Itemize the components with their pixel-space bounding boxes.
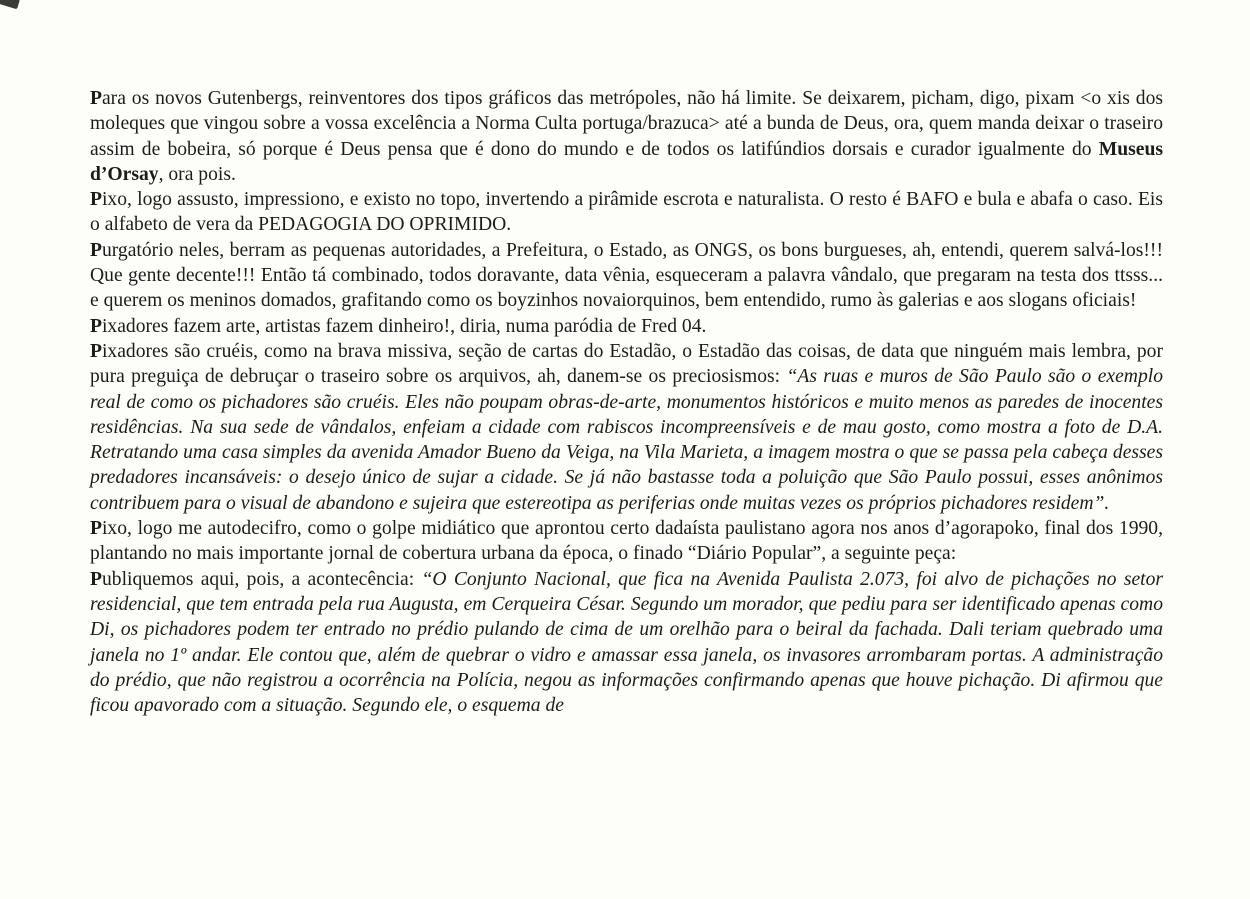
paragraph [90, 238, 1163, 314]
text-run: urgatório neles, berram as pequenas autoridades, a Prefeitura, o Estado, as ONGS, os bons burgueses, ah, entendi, querem salvá-los!!! Que gente decente!!! Então tá combinado, todos doravante, data vênia, esqueceram a palavra vândalo, que pregaram na testa dos ttsss... e querem os meninos domados, grafitando como os boyzinhos novaiorquinos, bem entendido, rumo às galerias e aos slogans oficiais! [90, 239, 1163, 312]
paragraph [90, 314, 1163, 339]
text-run: “O Conjunto Nacional, que fica na Avenida Paulista 2.073, foi alvo de pichações no setor residencial, que tem entrada pela rua Augusta, em Cerqueira César. Segundo um morador, que pediu para ser identificado apenas como Di, os pichadores podem ter entrado no prédio pulando de cima de um orelhão para o beiral da fachada. Dali teriam quebrado uma janela no 1º andar. Ele contou que, além de quebrar o vidro e amassar essa janela, os invasores arrombaram portas. A administração do prédio, que não registrou a ocorrência na Polícia, negou as informações confirmando apenas que houve pichação. Di afirmou que ficou apavorado com a situação. Segundo ele, o esquema de [90, 568, 1164, 717]
text-run: ubliquemos aqui, pois, a acontecência: [101, 568, 422, 590]
text-run: ara os novos Gutenbergs, reinventores dos tipos gráficos das metrópoles, não há limite. Se deixarem, picham, digo, pixam <o xis dos moleques que vingou sobre a vossa excelência a Norma Culta portuga/brazuca> até a bunda de Deus, ora, quem manda deixar o traseiro assim de bobeira, só porque é Deus pensa que é dono do mundo e de todos os latifúndios dorsais e curador igualmente do [90, 88, 1163, 160]
paragraph [90, 86, 1163, 187]
paragraph-lead-letter: P [90, 518, 102, 540]
text-run: ixo, logo assusto, impressiono, e existo no topo, invertendo a pirâmide escrota e naturalista. O resto é BAFO e bula e abafa o caso. Eis o alfabeto de vera da PEDAGOGIA DO OPRIMIDO. [90, 189, 1163, 236]
paragraph-lead-letter: P [90, 315, 102, 337]
scan-artifact-mark [0, 0, 20, 9]
page-content [90, 86, 1163, 718]
paragraph [90, 567, 1163, 719]
text-run: Museus d’Orsay [90, 138, 1163, 185]
paragraph-lead-letter: P [90, 340, 102, 362]
paragraph [90, 187, 1163, 238]
text-run: ixadores são cruéis, como na brava missiva, seção de cartas do Estadão, o Estadão das coisas, de data que ninguém mais lembra, por pura preguiça de debruçar o traseiro sobre os arquivos, ah, danem-se os preciosismos: [90, 340, 1163, 388]
paragraph-lead-letter: P [90, 189, 102, 211]
paragraph [90, 339, 1163, 516]
text-run: “As ruas e muros de São Paulo são o exemplo real de como os pichadores são cruéis. Eles não poupam obras-de-arte, monumentos históricos e muito menos as paredes de inocentes residências. Na sua sede de vândalos, enfeiam a cidade com rabiscos incompreensíveis e de mau gosto, como mostra a foto de D.A. Retratando uma casa simples da avenida Amador Bueno da Veiga, na Vila Marieta, a imagem mostra o que se passa pela cabeça desses predadores incansáveis: o desejo único de sujar a cidade. Se já não bastasse toda a poluição que São Paulo possui, esses anônimos contribuem para o visual de abandono e sujeira que estereotipa as periferias onde muitas vezes os próprios pichadores residem”. [90, 366, 1163, 514]
paragraph-lead-letter: P [90, 239, 102, 261]
text-run: ixadores fazem arte, artistas fazem dinheiro!, diria, numa paródia de Fred 04. [101, 315, 707, 337]
text-run: ixo, logo me autodecifro, como o golpe midiático que aprontou certo dadaísta paulistano agora nos anos d’agorapoko, final dos 1990, plantando no mais importante jornal de cobertura urbana da época, o finado “Diário Popular”, a seguinte peça: [90, 518, 1163, 565]
paragraph-lead-letter: P [90, 88, 102, 109]
text-run: , ora pois. [158, 163, 236, 185]
paragraph-lead-letter: P [90, 568, 102, 590]
paragraph [90, 516, 1163, 567]
